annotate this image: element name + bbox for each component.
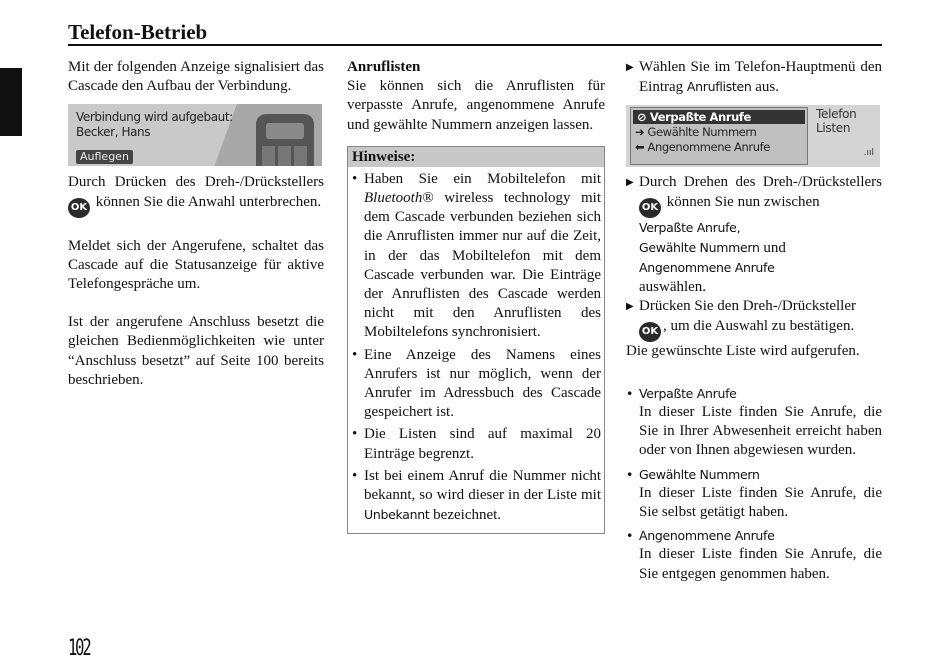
paragraph-intro: Mit der folgenden Anzeige signalisiert das Cascade den Aufbau der Verbindung. bbox=[68, 59, 324, 95]
note-lcd-term: Unbekannt bbox=[364, 507, 430, 523]
note-text: Haben Sie ein Mobiltelefon mit bbox=[364, 170, 601, 187]
step-text: Durch Drehen des Dreh-/Drückstellers bbox=[639, 174, 882, 191]
step-text: aus. bbox=[751, 79, 780, 96]
note-text: ® wireless technology mit dem Cascade verbunden beziehen sich die Anruflisten immer nur auf die Zeit, in der das Mobiltelefon mit dem Cascade verbunden war. Die Einträge der Anruflisten des Cascade werden nicht mit den Anruflisten des Mobiltelefons synchronisiert. bbox=[364, 190, 601, 341]
list-label-missed: • Verpaßte Anrufe bbox=[626, 384, 882, 403]
option-missed: Verpaßte Anrufe, bbox=[639, 219, 741, 235]
column-right bbox=[626, 58, 882, 584]
screen-contact-name: Becker, Hans bbox=[76, 125, 151, 140]
result-text: Die gewünschte Liste wird aufgerufen. bbox=[626, 342, 860, 359]
list-label-dialed: • Gewählte Nummern bbox=[626, 465, 882, 484]
screen-menu-item-received: ⬅ Angenommene Anrufe bbox=[635, 140, 770, 155]
section-heading-anruflisten: Anruflisten bbox=[347, 59, 421, 75]
step-text: , um die Auswahl zu bestätigen. bbox=[663, 317, 855, 334]
paragraph-cancel-text-a: Durch Drücken des Dreh-/Drückstellers bbox=[68, 174, 324, 191]
note-item-unknown bbox=[352, 467, 601, 526]
display-screenshot-call-lists bbox=[626, 105, 880, 167]
note-text: Ist bei einem Anruf die Nummer nicht bekannt, so wird dieser in der Liste mit bbox=[364, 467, 601, 504]
step-text: Wählen Sie im Telefon-Hauptmenü den Eintrag bbox=[639, 59, 882, 96]
chapter-tab-marker bbox=[0, 68, 22, 136]
notes-heading: Hinweise: bbox=[348, 147, 604, 167]
screen-status-line: Verbindung wird aufgebaut: bbox=[76, 110, 233, 125]
signal-strength-icon: .ııl bbox=[863, 148, 874, 159]
screen-menu-item-label: Verpaßte Anrufe bbox=[649, 110, 751, 125]
note-item-caller-name: • Eine Anzeige des Namens eines Anrufers ist nur möglich, wenn der Anrufer im Adressbuch des Cascade gespeichert ist. bbox=[352, 346, 601, 423]
screen-menu-item-label: Gewählte Nummern bbox=[647, 125, 757, 140]
step-rotate bbox=[626, 173, 882, 297]
screen-side-line: Listen bbox=[816, 121, 851, 136]
note-item-bluetooth bbox=[352, 170, 601, 343]
step-select-menu bbox=[626, 58, 882, 97]
ok-button-icon: OK bbox=[639, 198, 661, 218]
title-rule bbox=[68, 44, 882, 46]
list-desc-dialed: In dieser Liste finden Sie Anrufe, die Sie selbst getätigt haben. bbox=[639, 484, 882, 521]
list-desc-missed: In dieser Liste finden Sie Anrufe, die Sie in Ihrer Abwesenheit erreicht haben oder von Ihnen abgewiesen wurden. bbox=[639, 404, 882, 459]
step-text: auswählen. bbox=[639, 279, 707, 296]
screen-side-label bbox=[816, 107, 856, 135]
screen-hangup-button: Auflegen bbox=[76, 150, 133, 164]
page-title: Telefon-Betrieb bbox=[68, 20, 208, 44]
note-emphasis: Bluetooth bbox=[364, 190, 423, 207]
paragraph-cancel bbox=[68, 173, 324, 217]
ok-button-icon: OK bbox=[68, 198, 90, 218]
step-confirm bbox=[626, 297, 882, 341]
notes-box bbox=[347, 146, 605, 535]
phone-icon bbox=[256, 114, 314, 166]
phone-display-graphic bbox=[266, 123, 304, 139]
page-number: 102 bbox=[68, 636, 90, 661]
column-left bbox=[68, 58, 324, 390]
ok-button-icon: OK bbox=[639, 322, 661, 342]
step-text: können Sie nun zwischen bbox=[666, 193, 820, 210]
step-text: und bbox=[759, 239, 786, 256]
screen-menu-item-dialed: ➜ Gewählte Nummern bbox=[635, 125, 757, 140]
screen-menu-panel bbox=[630, 107, 808, 165]
option-received: Angenommene Anrufe bbox=[639, 260, 775, 276]
paragraph-anruflisten: Sie können sich die Anruflisten für verpasste Anrufe, angenommene Anrufe und gewählte Nummern anzeigen lassen. bbox=[347, 78, 605, 133]
step-text: Drücken Sie den Dreh-/Drücksteller bbox=[639, 298, 857, 315]
paragraph-cancel-text-b: können Sie die Anwahl unterbrechen. bbox=[95, 193, 322, 210]
paragraph-busy: Ist der angerufene Anschluss besetzt die gleichen Bedienmöglichkeiten wie unter “Anschluss besetzt” auf Seite 100 bereits beschrieben. bbox=[68, 314, 324, 388]
column-middle bbox=[347, 58, 605, 534]
screen-side-line: Telefon bbox=[816, 107, 857, 122]
list-label-received: • Angenommene Anrufe bbox=[626, 526, 882, 545]
note-item-limit: • Die Listen sind auf maximal 20 Einträge begrenzt. bbox=[352, 425, 601, 463]
screen-menu-item-label: Angenommene Anrufe bbox=[647, 140, 770, 155]
screen-menu-item-missed: ⊘ Verpaßte Anrufe bbox=[633, 110, 805, 124]
step-lcd-term: Anruflisten bbox=[686, 79, 752, 95]
phone-keypad-graphic bbox=[262, 146, 308, 166]
list-desc-received: In dieser Liste finden Sie Anrufe, die Sie entgegen genommen haben. bbox=[639, 546, 882, 582]
display-screenshot-dialing bbox=[68, 104, 322, 166]
note-text: bezeichnet. bbox=[429, 507, 502, 524]
notes-list bbox=[348, 167, 604, 534]
option-dialed: Gewählte Nummern bbox=[639, 239, 760, 255]
paragraph-status: Meldet sich der Angerufene, schaltet das Cascade auf die Statusanzeige für aktive Telefongespräche um. bbox=[68, 237, 324, 293]
